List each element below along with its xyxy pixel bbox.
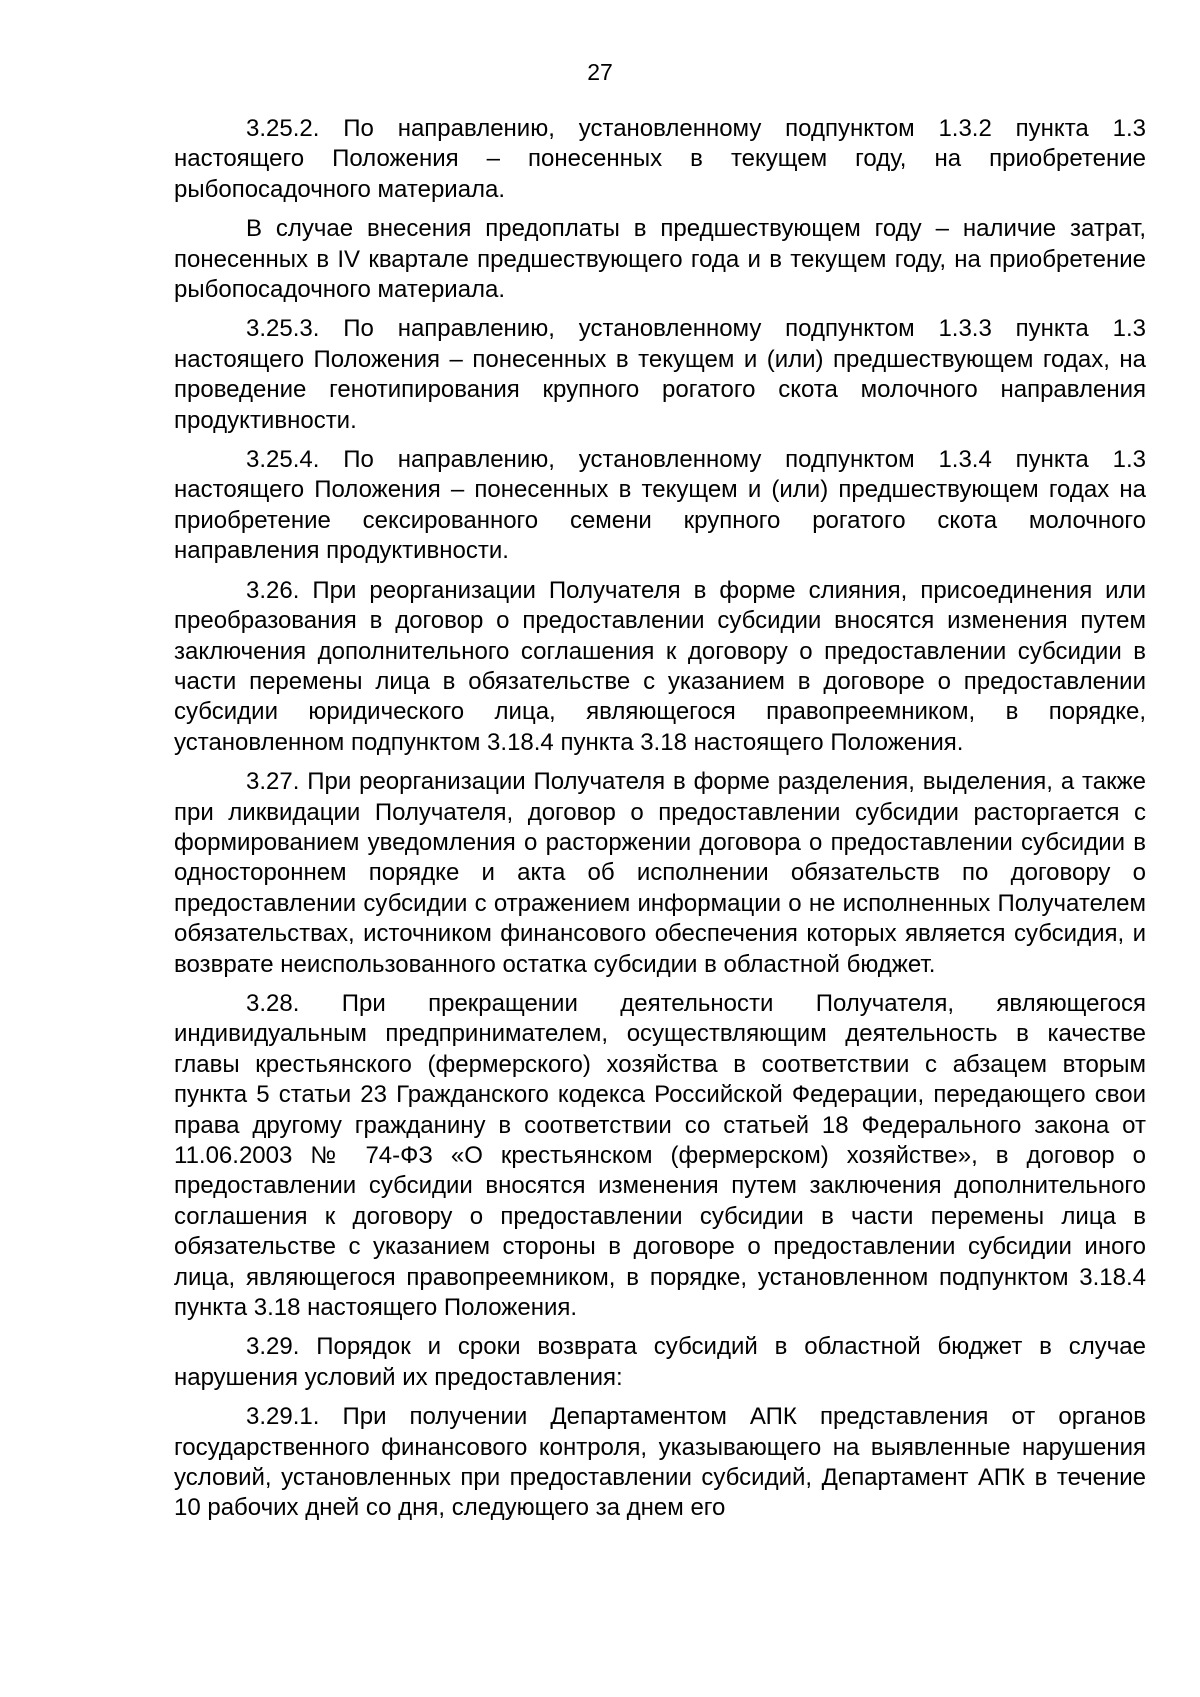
paragraph-prepayment-case: В случае внесения предоплаты в предшествующем году – наличие затрат, понесенных в IV квартале предшествующего года и в текущем году, на приобретение рыбопосадочного материала.: [174, 215, 1146, 304]
paragraph-3-29: 3.29. Порядок и сроки возврата субсидий в областной бюджет в случае нарушения условий их предоставления:: [174, 1333, 1146, 1391]
paragraph-3-29-1: 3.29.1. При получении Департаментом АПК представления от органов государственного финансового контроля, указывающего на выявленные нарушения условий, установленных при предоставлении субсидий, Департамент АПК в течение 10 рабочих дней со дня, следующего за днем его: [174, 1403, 1146, 1522]
paragraph-3-28: 3.28. При прекращении деятельности Получателя, являющегося индивидуальным предпринимателем, осуществляющим деятельность в качестве главы крестьянского (фермерского) хозяйства в соответствии с абзацем вторым пункта 5 статьи 23 Гражданского кодекса Российской Федерации, передающего свои права другому гражданину в соответствии со статьей 18 Федерального закона от 11.06.2003 № 74-ФЗ «О крестьянском (фермерском) хозяйстве», в договор о предоставлении субсидии вносятся изменения путем заключения дополнительного соглашения к договору о предоставлении субсидии в части перемены лица в обязательстве с указанием стороны в договоре о предоставлении субсидии иного лица, являющегося правопреемником, в порядке, установленном подпунктом 3.18.4 пункта 3.18 настоящего Положения.: [174, 989, 1146, 1322]
document-body: [174, 114, 1146, 1533]
paragraph-3-25-2: 3.25.2. По направлению, установленному подпунктом 1.3.2 пункта 1.3 настоящего Положения – понесенных в текущем году, на приобретение рыбопосадочного материала.: [174, 115, 1146, 203]
paragraph-3-26: 3.26. При реорганизации Получателя в форме слияния, присоединения или преобразования в договор о предоставлении субсидии вносятся изменения путем заключения дополнительного соглашения к договору о предоставлении субсидии в части перемены лица в обязательстве с указанием в договоре о предоставлении субсидии юридического лица, являющегося правопреемником, в порядке, установленном подпунктом 3.18.4 пункта 3.18 настоящего Положения.: [174, 576, 1146, 756]
paragraph-3-25-3: 3.25.3. По направлению, установленному подпунктом 1.3.3 пункта 1.3 настоящего Положения – понесенных в текущем и (или) предшествующем годах, на проведение генотипирования крупного рогатого скота молочного направления продуктивности.: [174, 315, 1146, 434]
page-number: 27: [587, 59, 613, 85]
paragraph-3-27: 3.27. При реорганизации Получателя в форме разделения, выделения, а также при ликвидации Получателя, договор о предоставлении субсидии расторгается с формированием уведомления о расторжении договора о предоставлении субсидии в одностороннем порядке и акта об исполнении обязательств по договору о предоставлении субсидии с отражением информации о не исполненных Получателем обязательствах, источником финансового обеспечения которых является субсидия, и возврате неиспользованного остатка субсидии в областной бюджет.: [174, 768, 1146, 978]
paragraph-3-25-4: 3.25.4. По направлению, установленному подпунктом 1.3.4 пункта 1.3 настоящего Положения – понесенных в текущем и (или) предшествующем годах на приобретение сексированного семени крупного рогатого скота молочного направления продуктивности.: [174, 446, 1146, 565]
